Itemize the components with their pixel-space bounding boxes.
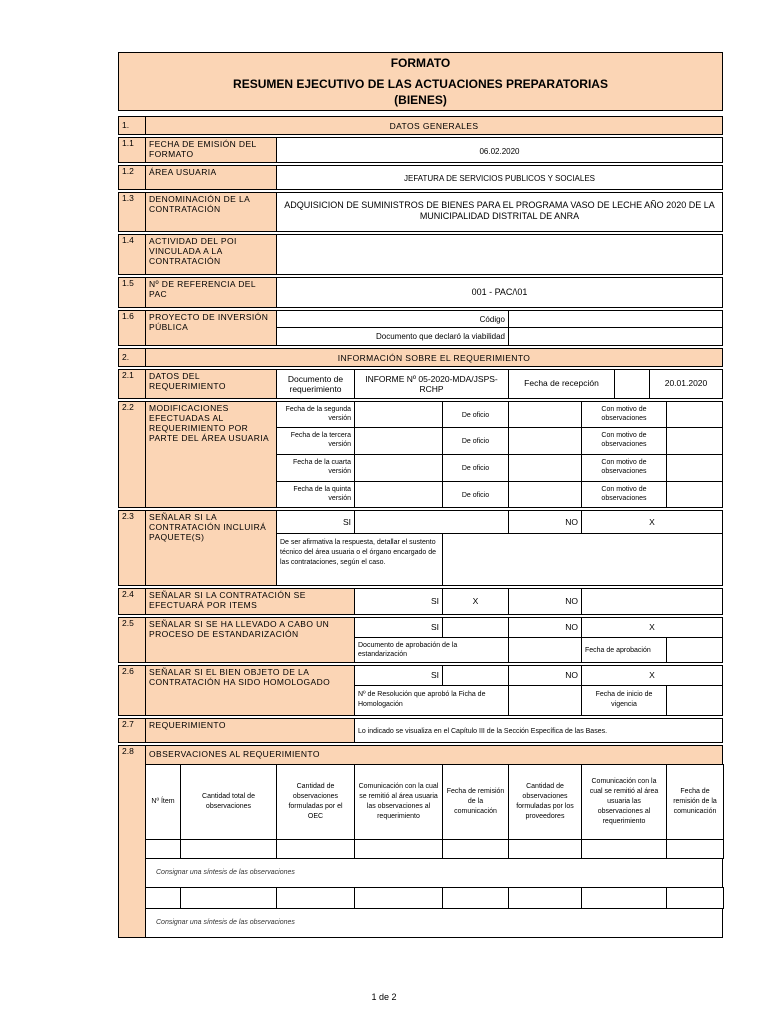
obs-row-2-cell-6 xyxy=(508,887,582,909)
row-2-4-label: SEÑALAR SI LA CONTRATACIÓN SE EFECTUARÁ POR ITEMS xyxy=(145,588,355,615)
mod-row-3-value-3 xyxy=(508,454,582,482)
mod-row-3-motivo: Con motivo de observaciones xyxy=(581,454,667,482)
section-1-number: 1. xyxy=(118,116,146,135)
mod-row-2-motivo: Con motivo de observaciones xyxy=(581,427,667,455)
row-2-8-label: OBSERVACIONES AL REQUERIMIENTO xyxy=(145,745,723,765)
row-2-3-note-value xyxy=(442,533,723,586)
row-1-4-number: 1.4 xyxy=(118,234,146,275)
mod-row-4-value-1 xyxy=(354,481,443,508)
row-2-6-number: 2.6 xyxy=(118,665,146,716)
row-2-5-no-mark: X xyxy=(581,617,723,638)
row-1-6-codigo-value xyxy=(508,310,723,328)
mod-row-3-fecha: Fecha de la cuarta versión xyxy=(276,454,355,482)
row-2-5-fecha-label: Fecha de aprobación xyxy=(581,637,667,663)
row-2-5-doc-value xyxy=(508,637,582,663)
mod-row-2-oficio: De oficio xyxy=(442,427,509,455)
row-1-1-number: 1.1 xyxy=(118,137,146,163)
row-1-1-label: FECHA DE EMISIÓN DEL FORMATO xyxy=(145,137,277,163)
obs-row-1-cell-8 xyxy=(666,839,724,859)
row-1-4-label: ACTIVIDAD DEL POI VINCULADA A LA CONTRATACIÓN xyxy=(145,234,277,275)
obs-col-header-1: Nº Ítem xyxy=(145,764,181,840)
mod-row-2-value-5 xyxy=(666,427,723,455)
obs-col-header-4: Comunicación con la cual se remitió al área usuaria las observaciones al requerimiento xyxy=(354,764,443,840)
row-2-1-fecha-label: Fecha de recepción xyxy=(508,369,615,399)
mod-row-4-motivo: Con motivo de observaciones xyxy=(581,481,667,508)
section-1-title: DATOS GENERALES xyxy=(145,116,723,135)
row-2-1-doc-label: Documento de requerimiento xyxy=(276,369,355,399)
row-2-1-fecha-spacer xyxy=(614,369,650,399)
obs-row-1-cell-6 xyxy=(508,839,582,859)
row-2-6-no-mark: X xyxy=(581,665,723,686)
header-line2: RESUMEN EJECUTIVO DE LAS ACTUACIONES PREPARATORIAS xyxy=(233,77,608,91)
row-1-5-number: 1.5 xyxy=(118,277,146,308)
obs-row-1-cell-3 xyxy=(276,839,355,859)
obs-synthesis-1: Consignar una síntesis de las observaciones xyxy=(145,858,723,888)
mod-row-1-value-3 xyxy=(508,401,582,428)
row-1-3-value: ADQUISICION DE SUMINISTROS DE BIENES PARA EL PROGRAMA VASO DE LECHE AÑO 2020 DE LA MUNICIPALIDAD DISTRITAL DE ANRA xyxy=(276,192,723,232)
row-2-7-label: REQUERIMIENTO xyxy=(145,718,355,743)
row-1-2-number: 1.2 xyxy=(118,165,146,190)
header-line3: (BIENES) xyxy=(394,93,447,107)
row-1-5-label: Nº DE REFERENCIA DEL PAC xyxy=(145,277,277,308)
mod-row-1-motivo: Con motivo de observaciones xyxy=(581,401,667,428)
row-2-5-doc-label: Documento de aprobación de la estandarización xyxy=(354,637,509,663)
row-2-4-no-mark xyxy=(581,588,723,615)
mod-row-1-value-1 xyxy=(354,401,443,428)
obs-row-2-cell-3 xyxy=(276,887,355,909)
row-2-4-si: SI xyxy=(354,588,443,615)
mod-row-4-fecha: Fecha de la quinta versión xyxy=(276,481,355,508)
mod-row-3-oficio: De oficio xyxy=(442,454,509,482)
mod-row-1-fecha: Fecha de la segunda versión xyxy=(276,401,355,428)
obs-synthesis-2: Consignar una síntesis de las observaciones xyxy=(145,908,723,938)
row-1-6-doc-label: Documento que declaró la viabilidad xyxy=(276,327,509,346)
row-2-2-label: MODIFICACIONES EFECTUADAS AL REQUERIMIENTO POR PARTE DEL ÁREA USUARIA xyxy=(145,401,277,508)
mod-row-1-value-5 xyxy=(666,401,723,428)
row-2-6-si-mark xyxy=(442,665,509,686)
row-1-1-value: 06.02.2020 xyxy=(276,137,723,163)
row-2-3-number: 2.3 xyxy=(118,510,146,586)
mod-row-2-fecha: Fecha de la tercera versión xyxy=(276,427,355,455)
row-2-6-fecha-label: Fecha de inicio de vigencia xyxy=(581,685,667,716)
mod-row-3-value-5 xyxy=(666,454,723,482)
row-2-5-no: NO xyxy=(508,617,582,638)
row-2-6-res-value xyxy=(508,685,582,716)
obs-row-2-cell-1 xyxy=(145,887,181,909)
row-1-2-value: JEFATURA DE SERVICIOS PUBLICOS Y SOCIALES xyxy=(276,165,723,190)
obs-col-header-2: Cantidad total de observaciones xyxy=(180,764,277,840)
row-2-1-label: DATOS DEL REQUERIMIENTO xyxy=(145,369,277,399)
row-1-3-number: 1.3 xyxy=(118,192,146,232)
section-2-title: INFORMACIÓN SOBRE EL REQUERIMIENTO xyxy=(145,348,723,367)
section-2-number: 2. xyxy=(118,348,146,367)
mod-row-1-oficio: De oficio xyxy=(442,401,509,428)
obs-col-header-3: Cantidad de observaciones formuladas por el OEC xyxy=(276,764,355,840)
obs-row-2-cell-8 xyxy=(666,887,724,909)
row-1-6-number: 1.6 xyxy=(118,310,146,346)
row-1-6-codigo-label: Código xyxy=(276,310,509,328)
row-2-5-si-mark xyxy=(442,617,509,638)
row-2-4-number: 2.4 xyxy=(118,588,146,615)
row-2-4-si-mark: X xyxy=(442,588,509,615)
row-2-7-value: Lo indicado se visualiza en el Capítulo III de la Sección Específica de las Bases. xyxy=(354,718,723,743)
mod-row-3-value-1 xyxy=(354,454,443,482)
header-line1: FORMATO xyxy=(390,56,451,70)
row-2-5-label: SEÑALAR SI SE HA LLEVADO A CABO UN PROCESO DE ESTANDARIZACIÓN xyxy=(145,617,355,663)
obs-row-1-cell-4 xyxy=(354,839,443,859)
obs-col-header-7: Comunicación con la cual se remitió al área usuaria las observaciones al requerimiento xyxy=(581,764,667,840)
row-2-3-si: SI xyxy=(276,510,355,534)
row-1-5-value: 001 - PAC/\01 xyxy=(276,277,723,308)
row-2-3-no: NO xyxy=(508,510,582,534)
form-header xyxy=(118,52,723,111)
row-2-5-number: 2.5 xyxy=(118,617,146,663)
row-2-1-fecha-value: 20.01.2020 xyxy=(649,369,723,399)
row-2-7-number: 2.7 xyxy=(118,718,146,743)
row-2-3-no-mark: X xyxy=(581,510,723,534)
row-1-4-value xyxy=(276,234,723,275)
page-number: 1 de 2 xyxy=(371,992,397,1002)
row-1-3-label: DENOMINACIÓN DE LA CONTRATACIÓN xyxy=(145,192,277,232)
obs-row-2-cell-5 xyxy=(442,887,509,909)
row-1-2-label: ÁREA USUARIA xyxy=(145,165,277,190)
obs-row-2-cell-4 xyxy=(354,887,443,909)
obs-row-1-cell-5 xyxy=(442,839,509,859)
obs-col-header-5: Fecha de remisión de la comunicación xyxy=(442,764,509,840)
row-2-3-note: De ser afirmativa la respuesta, detallar el sustento técnico del área usuaria o el órgano encargado de las contrataciones, según el caso. xyxy=(276,533,443,586)
row-2-1-doc-value: INFORME Nº 05-2020-MDA/JSPS-RCHP xyxy=(354,369,509,399)
mod-row-4-value-5 xyxy=(666,481,723,508)
row-2-6-si: SI xyxy=(354,665,443,686)
row-2-8-number: 2.8 xyxy=(118,745,146,938)
obs-row-2-cell-7 xyxy=(581,887,667,909)
obs-row-1-cell-2 xyxy=(180,839,277,859)
obs-row-1-cell-7 xyxy=(581,839,667,859)
obs-row-1-cell-1 xyxy=(145,839,181,859)
row-1-6-doc-value xyxy=(508,327,723,346)
row-1-6-label: PROYECTO DE INVERSIÓN PÚBLICA xyxy=(145,310,277,346)
mod-row-4-oficio: De oficio xyxy=(442,481,509,508)
obs-col-header-8: Fecha de remisión de la comunicación xyxy=(666,764,724,840)
row-2-5-fecha-value xyxy=(666,637,723,663)
mod-row-4-value-3 xyxy=(508,481,582,508)
row-2-1-number: 2.1 xyxy=(118,369,146,399)
row-2-3-label: SEÑALAR SI LA CONTRATACIÓN INCLUIRÁ PAQUETE(S) xyxy=(145,510,277,586)
row-2-6-res-label: Nº de Resolución que aprobó la Ficha de Homologación xyxy=(354,685,509,716)
row-2-6-fecha-value xyxy=(666,685,723,716)
row-2-6-label: SEÑALAR SI EL BIEN OBJETO DE LA CONTRATACIÓN HA SIDO HOMOLOGADO xyxy=(145,665,355,716)
mod-row-2-value-1 xyxy=(354,427,443,455)
row-2-3-si-mark xyxy=(354,510,509,534)
obs-row-2-cell-2 xyxy=(180,887,277,909)
row-2-5-si: SI xyxy=(354,617,443,638)
mod-row-2-value-3 xyxy=(508,427,582,455)
obs-col-header-6: Cantidad de observaciones formuladas por los proveedores xyxy=(508,764,582,840)
row-2-2-number: 2.2 xyxy=(118,401,146,508)
row-2-4-no: NO xyxy=(508,588,582,615)
row-2-6-no: NO xyxy=(508,665,582,686)
